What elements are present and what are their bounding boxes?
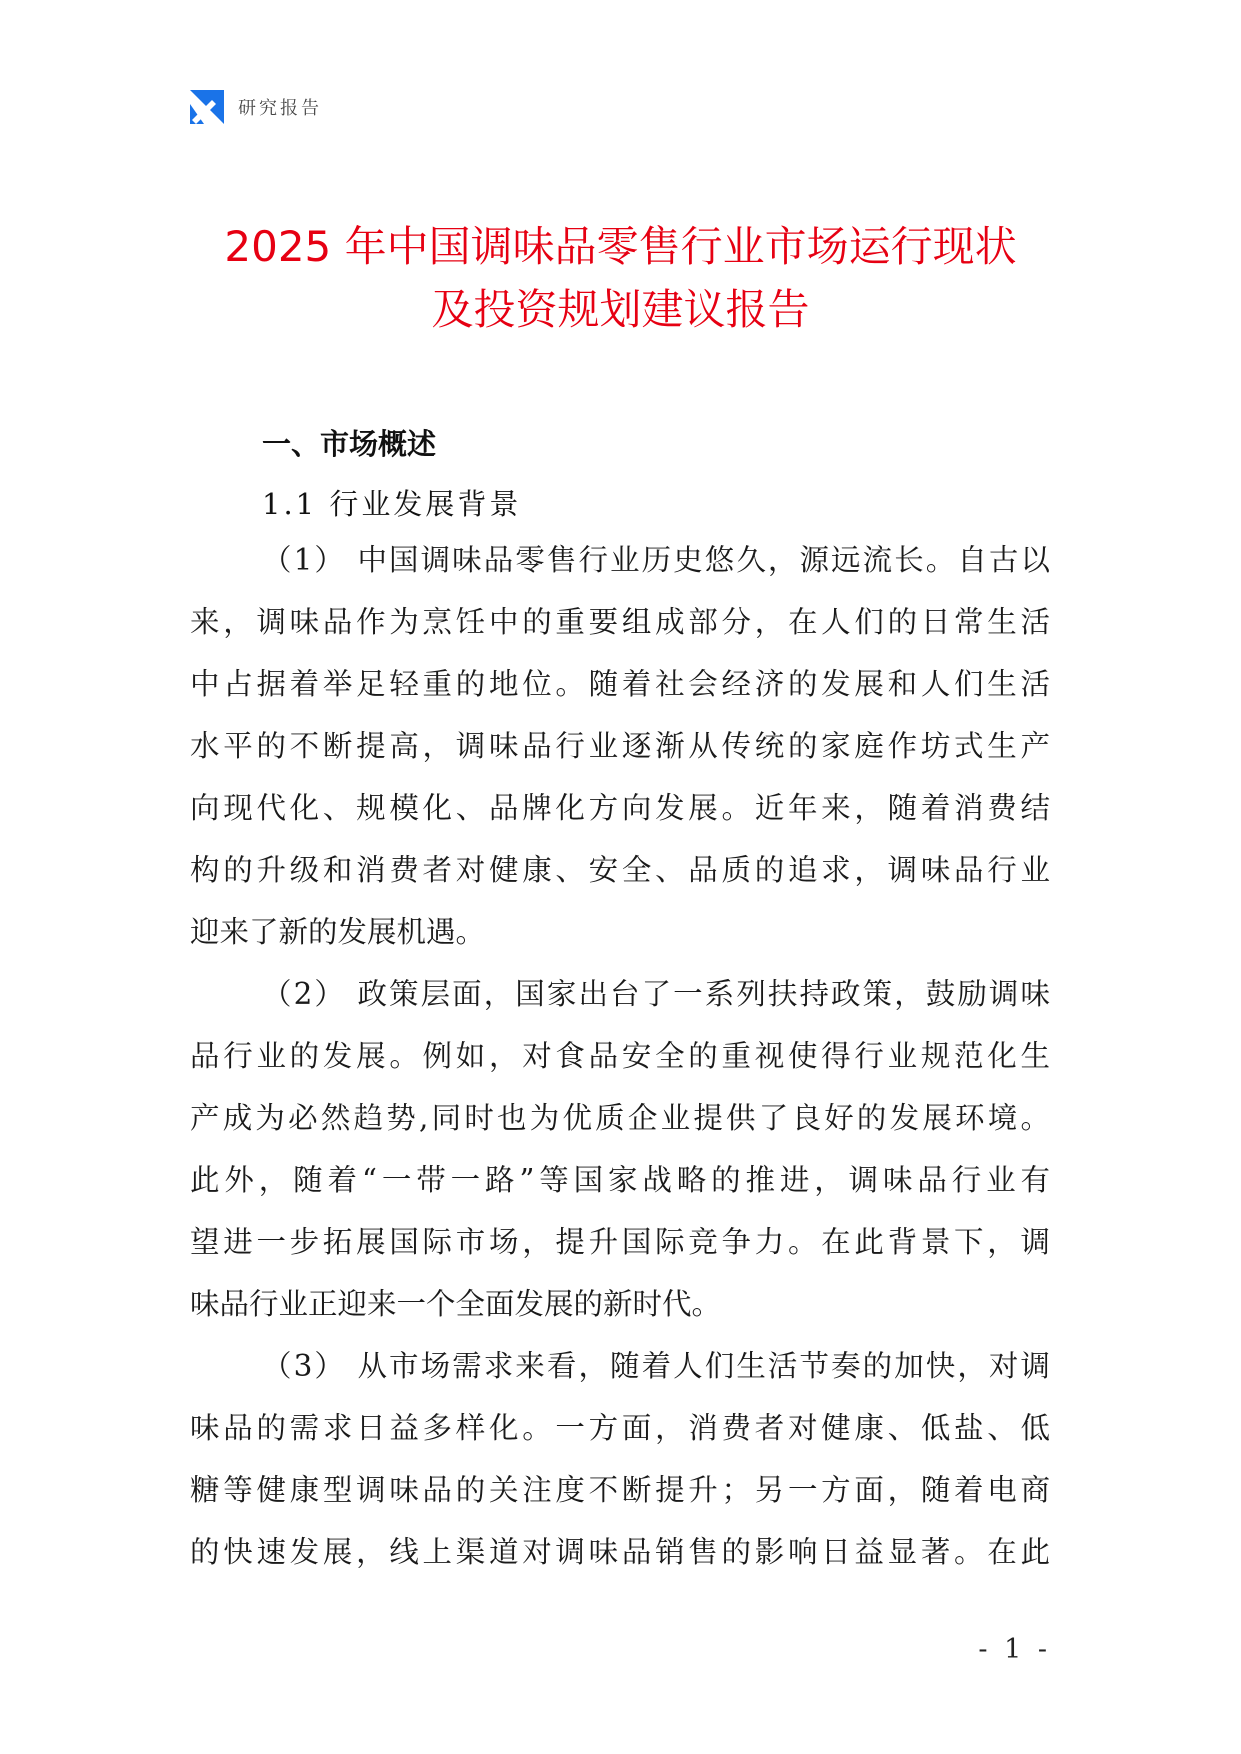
paragraph-3 xyxy=(190,1335,1050,1583)
paragraph-line: 向现代化、规模化、品牌化方向发展。近年来，随着消费结 xyxy=(190,791,1050,825)
paragraph-line: 产成为必然趋势,同时也为优质企业提供了良好的发展环境。 xyxy=(190,1101,1050,1135)
paragraph-line: 望进一步拓展国际市场，提升国际竞争力。在此背景下，调 xyxy=(190,1225,1050,1259)
paragraph-line: 此外，随着“一带一路”等国家战略的推进，调味品行业有 xyxy=(190,1163,1050,1197)
paragraph-line: 迎来了新的发展机遇。 xyxy=(190,915,486,949)
section-heading: 一、市场概述 xyxy=(262,427,437,461)
title-line-2: 及投资规划建议报告 xyxy=(431,285,810,334)
paragraph-line: 的快速发展，线上渠道对调味品销售的影响日益显著。在此 xyxy=(190,1535,1050,1569)
paragraph-line: 水平的不断提高，调味品行业逐渐从传统的家庭作坊式生产 xyxy=(190,729,1050,763)
paragraph-line: （1） 中国调味品零售行业历史悠久，源远流长。自古以 xyxy=(262,543,1050,577)
title-line-1: 2025 年中国调味品零售行业市场运行现状 xyxy=(224,222,1017,271)
paragraph-line: 中占据着举足轻重的地位。随着社会经济的发展和人们生活 xyxy=(190,667,1050,701)
report-header xyxy=(190,90,322,124)
header-label: 研究报告 xyxy=(238,98,322,119)
paragraph-line: 味品行业正迎来一个全面发展的新时代。 xyxy=(190,1287,722,1321)
page-number: - 1 - xyxy=(978,1634,1051,1665)
paragraph-1 xyxy=(190,529,1050,963)
paragraph-line: 构的升级和消费者对健康、安全、品质的追求，调味品行业 xyxy=(190,853,1050,887)
subsection-heading: 1.1 行业发展背景 xyxy=(262,487,522,521)
paragraph-line: 味品的需求日益多样化。一方面，消费者对健康、低盐、低 xyxy=(190,1411,1050,1445)
paragraph-line: 来，调味品作为烹饪中的重要组成部分，在人们的日常生活 xyxy=(190,605,1050,639)
brand-logo-icon xyxy=(190,90,224,124)
paragraph-line: （3） 从市场需求来看，随着人们生活节奏的加快，对调 xyxy=(262,1349,1050,1383)
paragraph-line: 糖等健康型调味品的关注度不断提升；另一方面，随着电商 xyxy=(190,1473,1050,1507)
paragraph-line: 品行业的发展。例如，对食品安全的重视使得行业规范化生 xyxy=(190,1039,1050,1073)
document-title xyxy=(120,215,1121,341)
paragraph-line: （2） 政策层面，国家出台了一系列扶持政策，鼓励调味 xyxy=(262,977,1050,1011)
paragraph-2 xyxy=(190,963,1050,1335)
